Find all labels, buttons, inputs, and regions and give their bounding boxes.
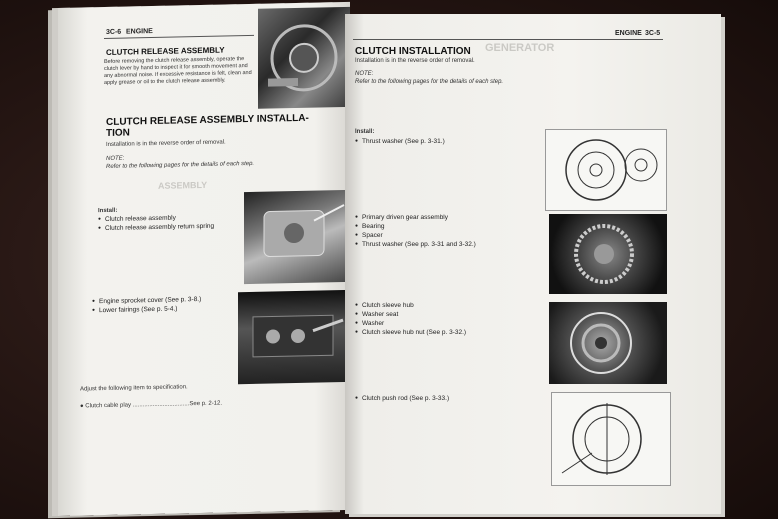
list-item: ● Clutch sleeve hub: [355, 301, 466, 310]
engine-photo-middle: [244, 190, 350, 284]
spec-item: Clutch cable play: [85, 402, 131, 410]
right-install-label: Install:: [355, 129, 375, 135]
spec-row: [80, 401, 222, 410]
right-note-text: Refer to the following pages for the details of each step.: [355, 79, 504, 85]
driven-gear-photo: [549, 214, 667, 294]
left-install-list: [98, 213, 214, 233]
bleed-through-heading: GENERATOR: [485, 42, 555, 54]
left-install-label: Install:: [98, 207, 118, 215]
list-item: ● Washer seat: [355, 310, 466, 319]
list-item: ● Clutch release assembly return spring: [98, 222, 214, 233]
spec-bullet-icon: ●: [80, 403, 86, 410]
left-page: [58, 2, 350, 516]
list-item: ● Thrust washer (See p. 3-31.): [355, 137, 445, 146]
right-page-number: 3C-5: [645, 30, 661, 37]
step4-list: [355, 394, 449, 403]
right-page: [345, 14, 721, 514]
spec-leader-dots: ..................................: [131, 401, 190, 409]
left-note-label: NOTE:: [106, 155, 125, 162]
clutch-installation-body: Installation is in the reverse order of removal.: [355, 58, 475, 64]
list-item: ● Washer: [355, 319, 466, 328]
list-item: ● Clutch push rod (See p. 3-33.): [355, 394, 449, 403]
thrust-washer-diagram: [545, 129, 667, 211]
step2-list: [355, 213, 476, 249]
left-note-text: Refer to the following pages for the details of each step.: [106, 160, 255, 170]
left-page-number: 3C-6: [106, 28, 122, 36]
left-section-header: ENGINE: [126, 28, 153, 36]
list-item: ● Lower fairings (See p. 5-4.): [92, 304, 201, 315]
list-item: ● Thrust washer (See pp. 3-31 and 3-32.): [355, 240, 476, 249]
step3-list: [355, 301, 466, 337]
right-header-rule: [353, 39, 663, 40]
list-item: ● Bearing: [355, 222, 476, 231]
engine-photo-top: [258, 7, 350, 109]
list-item: ● Spacer: [355, 231, 476, 240]
step1-list: [355, 137, 445, 146]
list-item: ● Clutch release assembly: [98, 213, 214, 224]
spec-ref: See p. 2-12.: [189, 400, 223, 408]
adjust-text: Adjust the following item to specification.: [80, 384, 188, 393]
push-rod-diagram: [551, 392, 671, 486]
bleed-through-text: ASSEMBLY: [158, 179, 208, 191]
installation-title-line1: CLUTCH RELEASE ASSEMBLY INSTALLA-: [106, 112, 309, 128]
clutch-release-title: CLUTCH RELEASE ASSEMBLY: [106, 45, 225, 57]
installation-body: Installation is in the reverse order of removal.: [106, 139, 226, 148]
sleeve-hub-photo: [549, 302, 667, 384]
clutch-release-body: Before removing the clutch release assembly, operate the clutch lever by hand to inspect it for smooth movement and any abnormal noise. If excessive resistance is felt, clean and apply grease or oil to the clutch release assembly.: [104, 56, 252, 87]
engine-photo-bottom: [238, 290, 350, 384]
right-note-label: NOTE:: [355, 71, 374, 77]
list-item: ● Clutch sleeve hub nut (See p. 3-32.): [355, 328, 466, 337]
list-item: ● Primary driven gear assembly: [355, 213, 476, 222]
clutch-installation-title: CLUTCH INSTALLATION: [355, 46, 471, 57]
installation-title-line2: TION: [106, 127, 130, 139]
right-section-header: ENGINE: [615, 30, 642, 37]
list-item: ● Engine sprocket cover (See p. 3-8.): [92, 295, 201, 306]
left-group2-list: [92, 295, 201, 315]
